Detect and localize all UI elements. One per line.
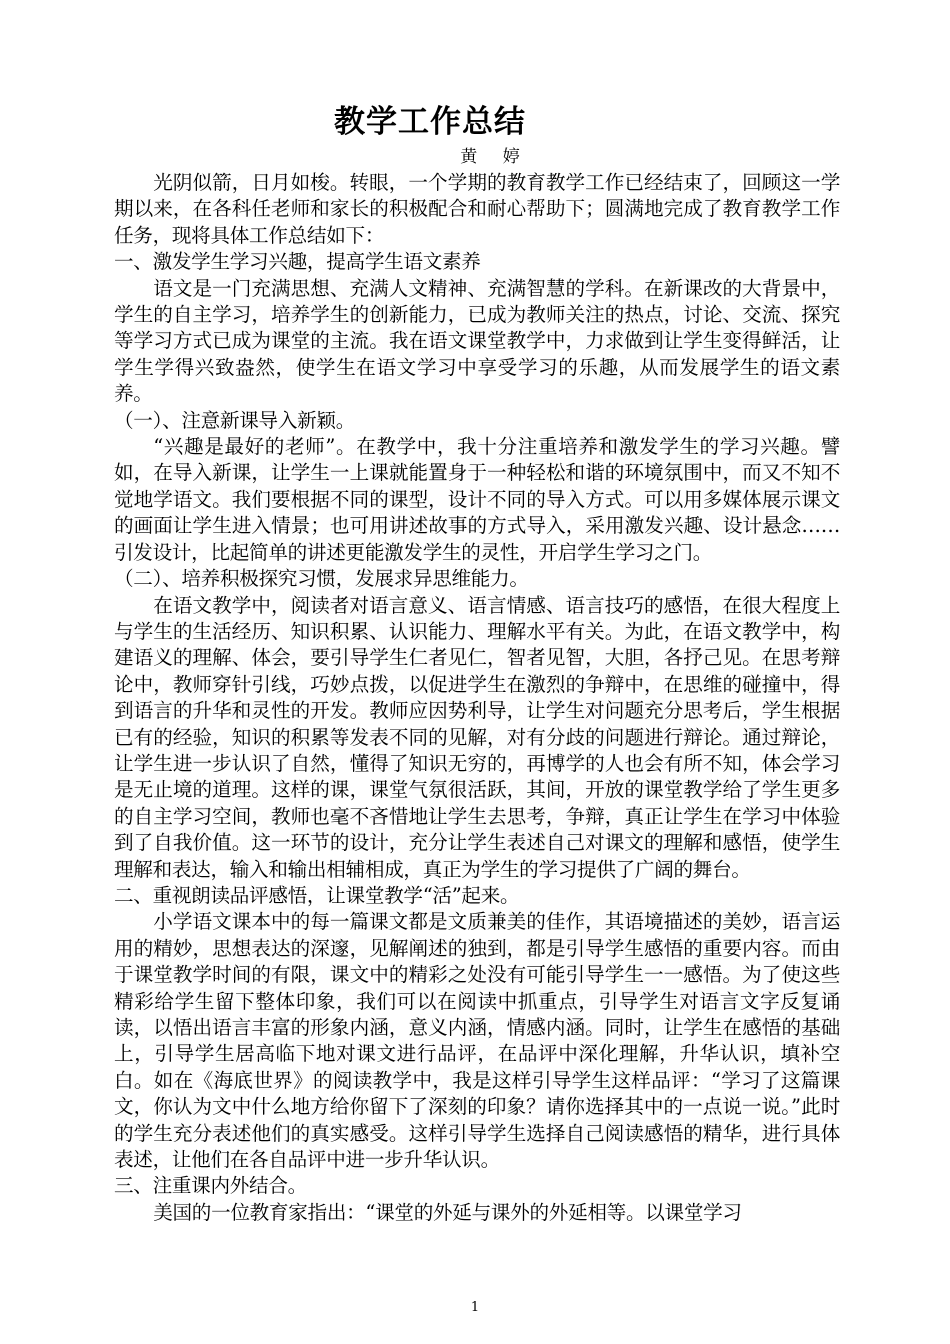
section-heading: 三、注重课内外结合。 bbox=[114, 1174, 307, 1198]
document-body bbox=[114, 170, 840, 1226]
subsection-heading: （二）、培养积极探究习惯，发展求异思维能力。 bbox=[114, 567, 529, 591]
subsection-heading: （一）、注意新课导入新颖。 bbox=[114, 408, 356, 432]
document-author: 黄 婷 bbox=[460, 147, 530, 167]
body-paragraph: 美国的一位教育家指出：“课堂的外延与课外的外延相等。以课堂学习 bbox=[153, 1200, 742, 1224]
body-paragraph: 光阴似箭，日月如梭。转眼，一个学期的教育教学工作已经结束了，回顾这一学期以来，在各科任老师和家长的积极配合和耐心帮助下；圆满地完成了教育教学工作任务，现将具体工作总结如下： bbox=[114, 171, 840, 247]
body-paragraph: 在语文教学中，阅读者对语言意义、语言情感、语言技巧的感悟，在很大程度上与学生的生活经历、知识积累、认识能力、理解水平有关。为此，在语文教学中，构建语义的理解、体会，要引导学生仁者见仁，智者见智，大胆，各抒己见。在思考辩论中，教师穿针引线，巧妙点拨，以促进学生在激烈的争辩中，在思维的碰撞中，得到语言的升华和灵性的开发。教师应因势利导，让学生对问题充分思考后，学生根据已有的经验，知识的积累等发表不同的见解，对有分歧的问题进行辩论。通过辩论，让学生进一步认识了自然，懂得了知识无穷的，再博学的人也会有所不知，体会学习是无止境的道理。这样的课，课堂气氛很活跃，其间，开放的课堂教学给了学生更多的自主学习空间，教师也毫不吝惜地让学生去思考，争辩，真正让学生在学习中体验到了自我价值。这一环节的设计，充分让学生表述自己对课文的理解和感悟，使学生理解和表达，输入和输出相辅相成，真正为学生的学习提供了广阔的舞台。 bbox=[114, 593, 840, 881]
section-heading: 一、激发学生学习兴趣，提高学生语文素养 bbox=[114, 250, 481, 274]
body-paragraph: 语文是一门充满思想、充满人文精神、充满智慧的学科。在新课改的大背景中，学生的自主学习，培养学生的创新能力，已成为教师关注的热点，讨论、交流、探究等学习方式已成为课堂的主流。我在语文课堂教学中，力求做到让学生变得鲜活，让学生学得兴致盎然，使学生在语文学习中享受学习的乐趣，从而发展学生的语文素养。 bbox=[114, 276, 840, 406]
body-paragraph: 小学语文课本中的每一篇课文都是文质兼美的佳作，其语境描述的美妙，语言运用的精妙，思想表达的深邃，见解阐述的独到，都是引导学生感悟的重要内容。而由于课堂教学时间的有限，课文中的精彩之处没有可能引导学生一一感悟。为了使这些精彩给学生留下整体印象，我们可以在阅读中抓重点，引导学生对语言文字反复诵读，以悟出语言丰富的形象内涵，意义内涵，情感内涵。同时，让学生在感悟的基础上，引导学生居高临下地对课文进行品评，在品评中深化理解，升华认识，填补空白。如在《海底世界》的阅读教学中，我是这样引导学生这样品评：“学习了这篇课文，你认为文中什么地方给你留下了深刻的印象？请你选择其中的一点说一说。”此时的学生充分表述他们的真实感受。这样引导学生选择自己阅读感悟的精华，进行具体表述，让他们在各自品评中进一步升华认识。 bbox=[114, 910, 840, 1172]
section-heading: 二、重视朗读品评感悟，让课堂教学“活”起来。 bbox=[114, 883, 520, 907]
page-number: 1 bbox=[470, 1300, 480, 1315]
document-title: 教学工作总结 bbox=[334, 104, 526, 140]
body-paragraph: “兴趣是最好的老师”。在教学中，我十分注重培养和激发学生的学习兴趣。譬如，在导入新课，让学生一上课就能置身于一种轻松和谐的环境氛围中，而又不知不觉地学语文。我们要根据不同的课型，设计不同的导入方式。可以用多媒体展示课文的画面让学生进入情景；也可用讲述故事的方式导入，采用激发兴趣、设计悬念……引发设计，比起简单的讲述更能激发学生的灵性，开启学生学习之门。 bbox=[114, 435, 840, 564]
